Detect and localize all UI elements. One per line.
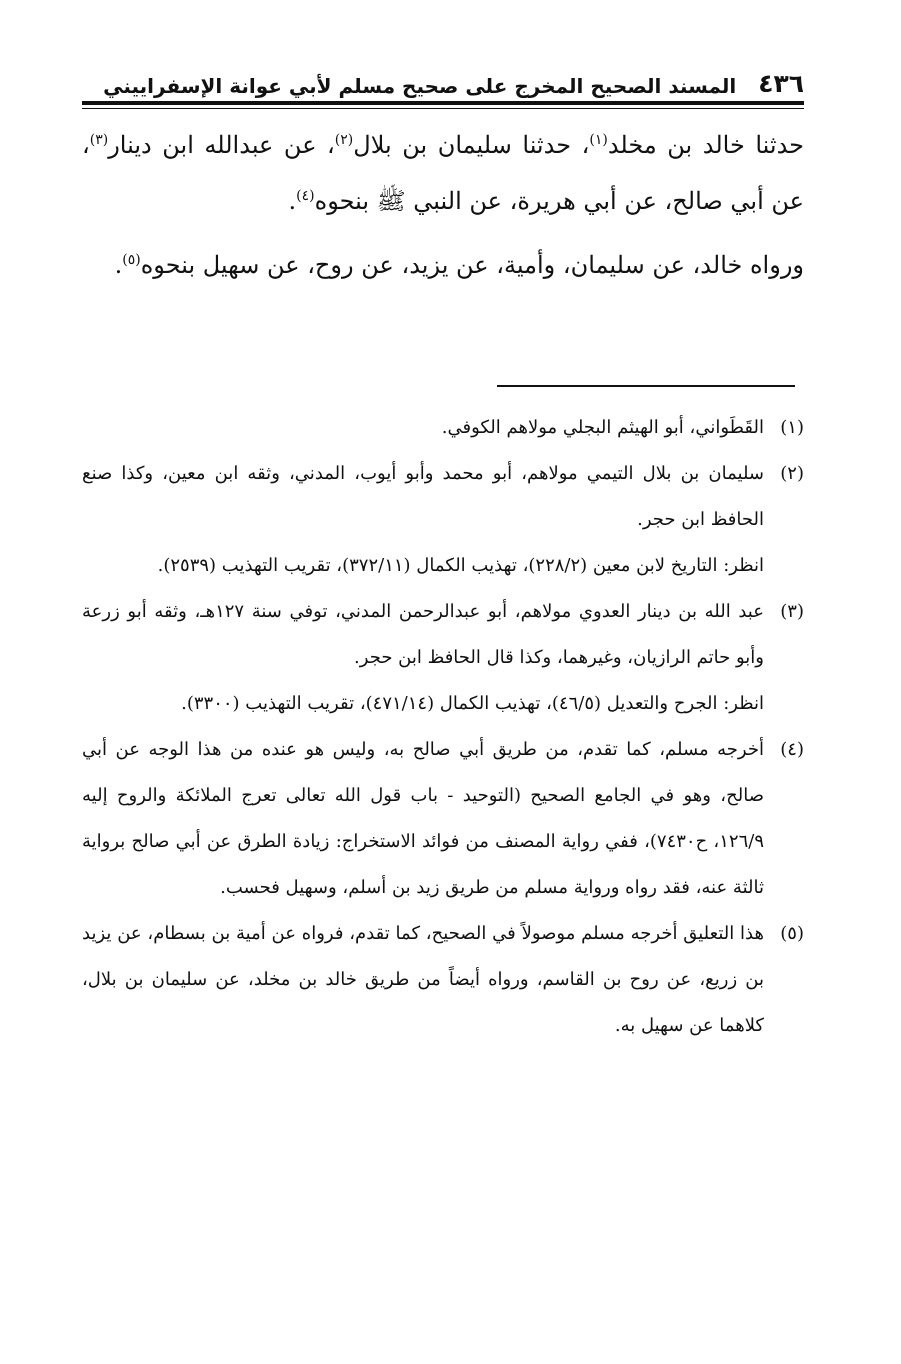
footnote-line: أخرجه مسلم، كما تقدم، من طريق أبي صالح به، وليس هو عنده من هذا الوجه عن أبي صالح، وهو في الجامع الصحيح (التوحيد - باب قول الله تعالى تعرج الملائكة والروح إليه ١٢٦/٩، ح٧٤٣٠)، ففي رواية المصنف من فوائد الاستخراج: زيادة الطرق عن أبي صالح برواية ثالثة عنه، فقد رواه ورواية مسلم من طريق زيد بن أسلم، وسهيل فحسب. (82, 739, 764, 898)
footnote-item (82, 451, 804, 589)
footnote-number: (١) (780, 417, 804, 438)
footnote-ref: (٤) (296, 188, 315, 204)
text-segment: ورواه خالد، عن سليمان، وأمية، عن يزيد، عن روح، عن سهيل بنحوه (140, 251, 804, 279)
hadith-isnad-paragraph (82, 117, 804, 229)
main-text (82, 117, 804, 293)
footnote-item (82, 911, 804, 1049)
footnote-body (82, 727, 764, 911)
footnotes (82, 405, 804, 1049)
footnote-number: (٢) (780, 463, 804, 484)
footnote-number: (٣) (780, 601, 804, 622)
text-segment: حدثنا خالد بن مخلد (607, 131, 804, 159)
text-segment: ، حدثنا سليمان بن بلال (353, 131, 590, 159)
text-segment: ، عن أبي صالح، عن أبي هريرة، عن النبي ﷺ بنحوه (82, 131, 804, 215)
footnote-line: سليمان بن بلال التيمي مولاهم، أبو محمد وأبو أيوب، المدني، وثقه ابن معين، وكذا صنع الحافظ ابن حجر. (82, 463, 764, 530)
footnote-body (82, 405, 764, 451)
page-number: ٤٣٦ (758, 69, 804, 98)
header-rule-thick (82, 101, 804, 105)
page-header (82, 62, 804, 98)
footnote-item (82, 589, 804, 727)
header-rule-thin (82, 108, 804, 109)
text-segment: . (288, 187, 297, 215)
footnote-separator (497, 385, 795, 387)
footnote-number: (٥) (780, 923, 804, 944)
footnote-line: عبد الله بن دينار العدوي مولاهم، أبو عبدالرحمن المدني، توفي سنة ١٢٧هـ، وثقه أبو زرعة وأبو حاتم الرازيان، وغيرهما، وكذا قال الحافظ ابن حجر. (82, 601, 764, 668)
footnote-line: انظر: الجرح والتعديل (٤٦/٥)، تهذيب الكمال (٤٧١/١٤)، تقريب التهذيب (٣٣٠٠). (181, 693, 764, 714)
footnote-ref: (١) (589, 132, 608, 148)
footnote-body (82, 451, 764, 589)
footnote-item (82, 405, 804, 451)
footnote-line: القَطَواني، أبو الهيثم البجلي مولاهم الكوفي. (441, 417, 764, 438)
footnote-line: هذا التعليق أخرجه مسلم موصولاً في الصحيح، كما تقدم، فرواه عن أمية بن بسطام، عن يزيد بن زريع، عن روح بن القاسم، ورواه أيضاً من طريق خالد بن مخلد، عن سليمان بن بلال، كلاهما عن سهيل به. (82, 923, 764, 1036)
footnote-body (82, 911, 764, 1049)
footnote-item (82, 727, 804, 911)
footnote-ref: (٢) (334, 132, 354, 148)
text-segment: . (114, 251, 123, 279)
footnote-ref: (٣) (89, 132, 109, 148)
riwaya-paragraph (82, 237, 804, 293)
footnote-ref: (٥) (122, 252, 141, 268)
running-title: المسند الصحيح المخرج على صحيح مسلم لأبي عوانة الإسفراييني (103, 74, 737, 98)
footnote-body (82, 589, 764, 727)
text-segment: ، عن عبدالله ابن دينار (108, 131, 335, 159)
footnote-line: انظر: التاريخ لابن معين (٢٢٨/٢)، تهذيب الكمال (٣٧٢/١١)، تقريب التهذيب (٢٥٣٩). (157, 555, 764, 576)
footnote-number: (٤) (780, 739, 804, 760)
